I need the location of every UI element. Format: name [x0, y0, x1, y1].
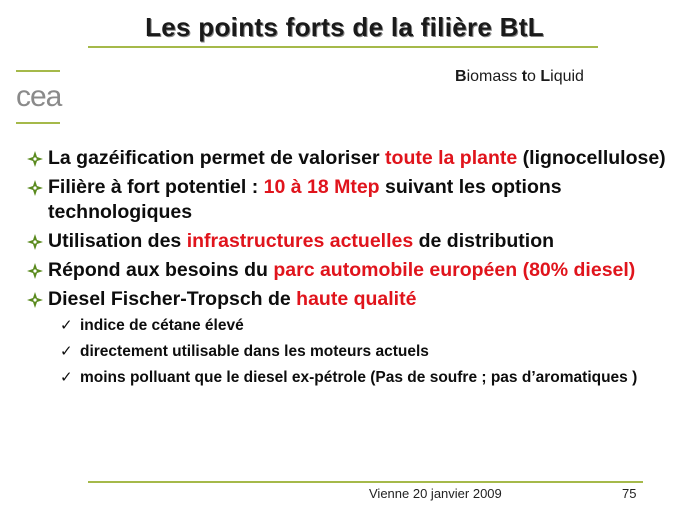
bullet-text: (lignocellulose)	[517, 147, 666, 169]
check-item	[60, 368, 674, 388]
diamond-bullet-icon	[26, 291, 44, 309]
bullet-text: Utilisation des	[48, 230, 187, 252]
bullet-text: Répond aux besoins du	[48, 259, 274, 281]
subtitle-o: o	[527, 68, 541, 85]
check-item	[60, 316, 674, 336]
diamond-bullet-icon	[26, 262, 44, 280]
footer-divider	[88, 481, 643, 483]
cea-logo-text: cea	[16, 80, 62, 113]
check-item	[60, 342, 674, 362]
slide-title: Les points forts de la filière BtL	[145, 12, 544, 42]
bullet-item	[24, 258, 674, 283]
check-text: indice de cétane élevé	[80, 317, 244, 334]
highlight-text: infrastructures actuelles	[186, 230, 414, 252]
bullet-item	[24, 175, 674, 225]
check-mark-icon: ✓	[60, 317, 73, 334]
bullet-item	[24, 146, 674, 171]
highlight-text: haute qualité	[296, 288, 417, 310]
check-text: moins polluant que le diesel ex-pétrole (Pas de soufre ; pas d’aromatiques )	[80, 369, 638, 386]
check-list	[60, 316, 674, 388]
check-mark-icon: ✓	[60, 343, 73, 360]
bullet-text: de distribution	[413, 230, 555, 252]
bullet-text: Diesel Fischer-Tropsch de	[48, 288, 297, 310]
page-number: 75	[622, 486, 637, 501]
bullet-text: suivant les options technologiques	[48, 176, 562, 223]
check-text: directement utilisable dans les moteurs actuels	[80, 343, 429, 360]
subtitle	[455, 68, 584, 86]
title-divider	[88, 46, 598, 48]
bullet-text: Filière à fort potentiel :	[48, 176, 264, 198]
highlight-text: parc automobile européen (80% diesel)	[273, 259, 636, 281]
bullet-text: La gazéification permet de valoriser	[48, 147, 386, 169]
highlight-text: toute la plante	[385, 147, 518, 169]
subtitle-b: B	[455, 68, 467, 85]
diamond-bullet-icon	[26, 150, 44, 168]
diamond-bullet-icon	[26, 233, 44, 251]
bullet-item	[24, 287, 674, 312]
highlight-text: 10 à 18 Mtep	[263, 176, 380, 198]
footer-location-date: Vienne 20 janvier 2009	[369, 486, 502, 501]
diamond-bullet-icon	[26, 179, 44, 197]
subtitle-iomass: iomass	[466, 68, 522, 85]
bullet-list	[24, 146, 674, 394]
subtitle-t: t	[521, 68, 528, 85]
check-mark-icon: ✓	[60, 369, 73, 386]
bullet-item	[24, 229, 674, 254]
cea-logo	[14, 68, 74, 126]
subtitle-l: L	[540, 68, 551, 85]
subtitle-iquid: iquid	[550, 68, 584, 85]
